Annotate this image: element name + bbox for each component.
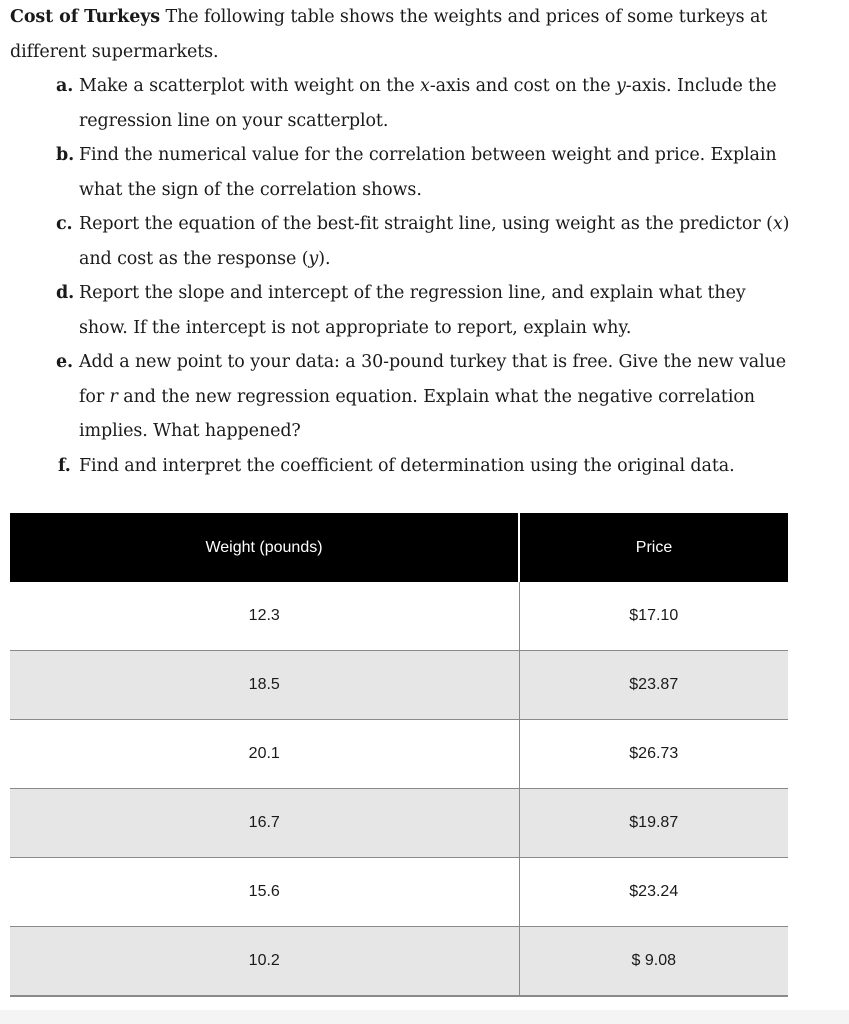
part-line: and cost as the response (y). (79, 248, 331, 269)
part-line: Add a new point to your data: a 30-pound turkey that is free. Give the new value (79, 352, 787, 372)
part-line: Find and interpret the coefficient of determination using the original data. (79, 455, 735, 476)
weight-cell: 18.5 (10, 651, 519, 720)
problem-title: Cost of Turkeys (10, 7, 161, 27)
problem-parts-list (10, 69, 840, 483)
part-letter: d. (56, 283, 75, 303)
turkey-data-table (10, 513, 788, 997)
math-variable: x (420, 76, 430, 96)
math-variable: r (109, 386, 118, 407)
weight-cell: 10.2 (10, 927, 519, 997)
price-cell: $ 9.08 (519, 927, 788, 997)
part-letter: b. (56, 145, 75, 165)
table-header-row (10, 513, 788, 582)
part-line: what the sign of the correlation shows. (79, 179, 422, 200)
problem-intro (10, 0, 840, 69)
table-row (10, 858, 788, 927)
table-row (10, 927, 788, 997)
math-variable: y (615, 76, 626, 96)
problem-text (10, 0, 840, 483)
table-row (10, 651, 788, 720)
part-letter: c. (56, 214, 73, 234)
weight-cell: 12.3 (10, 582, 519, 651)
intro-line-1 (10, 0, 840, 35)
page-bottom-edge (0, 1010, 849, 1024)
weight-cell: 15.6 (10, 858, 519, 927)
part-line: Make a scatterplot with weight on the x-axis and cost on the y-axis. Include the (79, 76, 777, 96)
price-cell: $19.87 (519, 789, 788, 858)
data-table-container (10, 513, 788, 997)
table-row (10, 582, 788, 651)
part-line: Report the slope and intercept of the regression line, and explain what they (79, 283, 746, 303)
part-a (10, 69, 840, 138)
part-line: implies. What happened? (79, 421, 301, 441)
math-variable: y (308, 248, 319, 269)
intro-text-1: The following table shows the weights and prices of some turkeys at (165, 7, 768, 27)
part-letter: a. (56, 76, 74, 96)
part-line: show. If the intercept is not appropriate to report, explain why. (79, 317, 632, 338)
price-cell: $17.10 (519, 582, 788, 651)
part-line: regression line on your scatterplot. (79, 110, 389, 131)
price-cell: $23.24 (519, 858, 788, 927)
part-c (10, 207, 840, 276)
weight-cell: 16.7 (10, 789, 519, 858)
part-line: Find the numerical value for the correlation between weight and price. Explain (79, 145, 777, 165)
part-b (10, 138, 840, 207)
weight-cell: 20.1 (10, 720, 519, 789)
table-row (10, 789, 788, 858)
part-e (10, 345, 840, 449)
price-cell: $26.73 (519, 720, 788, 789)
price-cell: $23.87 (519, 651, 788, 720)
part-line: for r and the new regression equation. Explain what the negative correlation (79, 386, 755, 407)
part-letter: e. (56, 352, 74, 372)
part-letter: f. (58, 455, 71, 476)
intro-text-2: different supermarkets. (10, 41, 219, 62)
part-f (10, 449, 840, 484)
column-header-weight: Weight (pounds) (10, 513, 519, 582)
table-row (10, 720, 788, 789)
part-line: Report the equation of the best-fit straight line, using weight as the predictor (x) (79, 214, 790, 234)
math-variable: x (772, 214, 783, 234)
part-d (10, 276, 840, 345)
column-header-price: Price (519, 513, 788, 582)
